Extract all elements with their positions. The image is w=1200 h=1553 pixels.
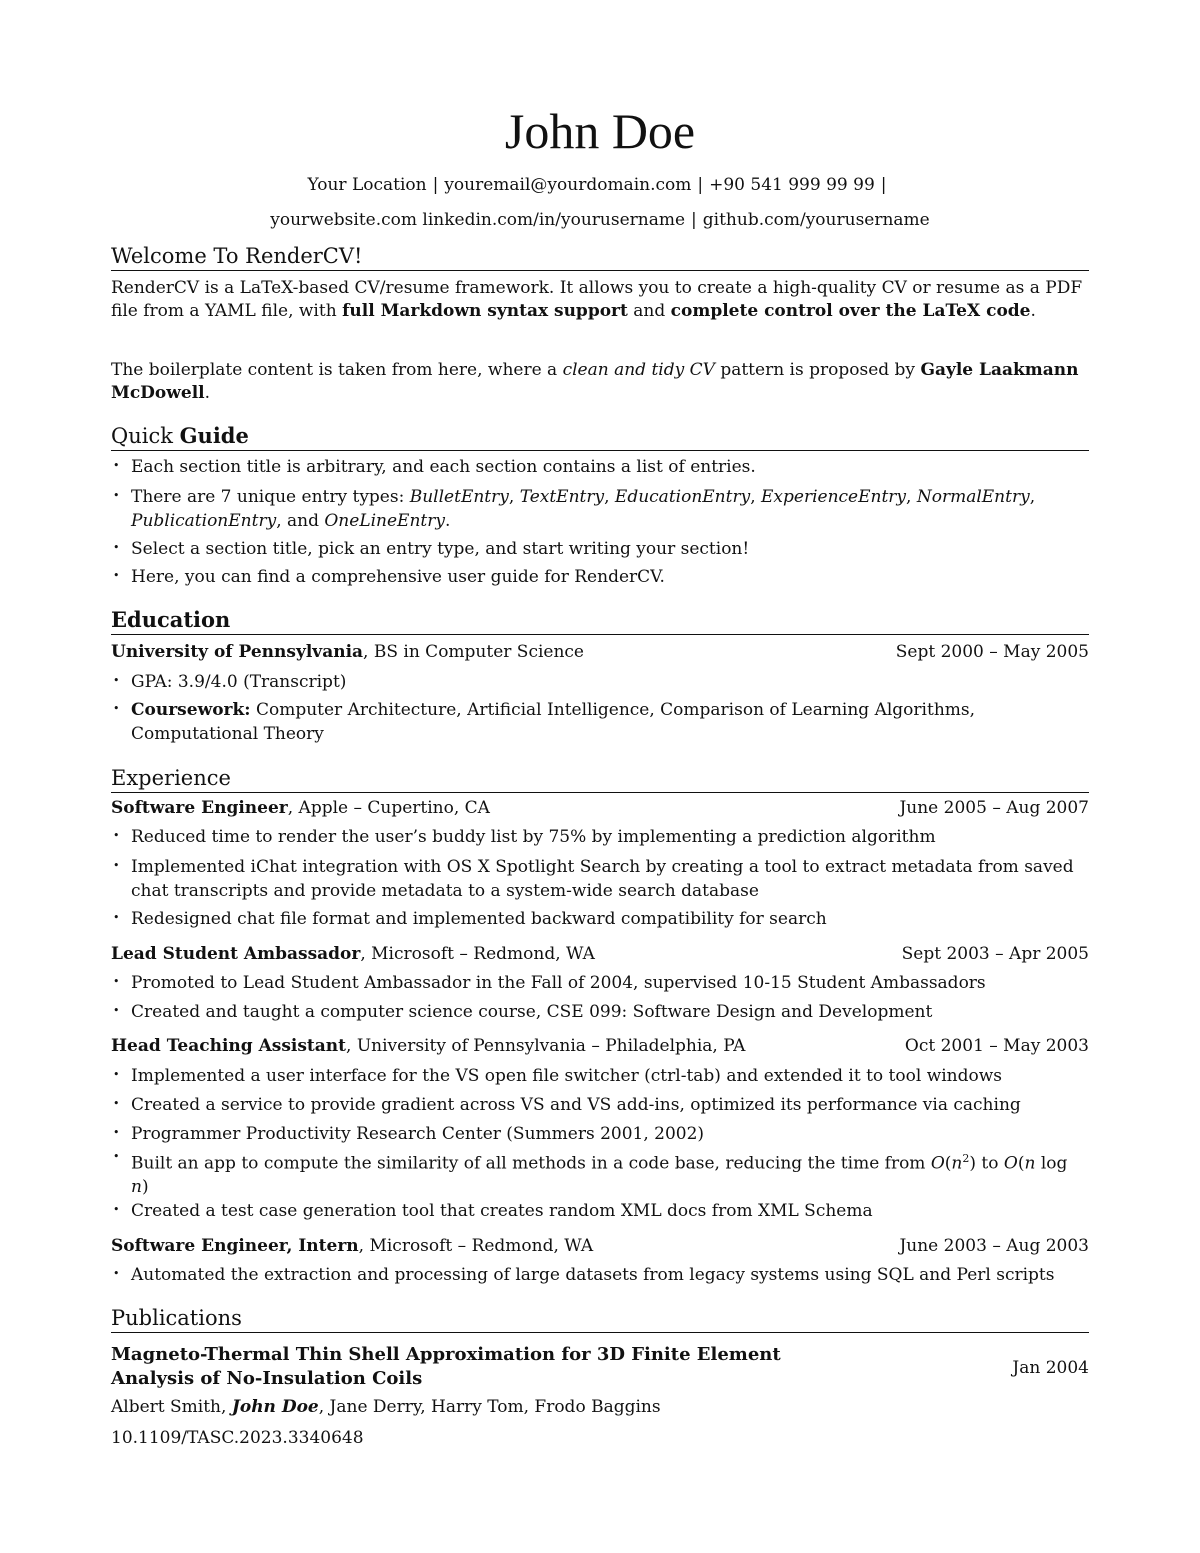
list-item: • Reduced time to render the user’s buddy list by 75% by implementing a prediction algorithm <box>111 826 1089 850</box>
experience-entry-header: Head Teaching Assistant, University of Pennsylvania – Philadelphia, PA Oct 2001 – May 2003 <box>111 1036 1089 1056</box>
list-item: • Built an app to compute the similarity of all methods in a code base, reducing the time from $O(n^2)$ to O(n log n) <box>111 1147 1089 1200</box>
section-title-publications: Publications <box>111 1304 1089 1333</box>
list-item: • Programmer Productivity Research Center (Summers 2001, 2002) <box>111 1123 1089 1147</box>
publication-title: Magneto-Thermal Thin Shell Approximation for 3D Finite Element Analysis of No-Insulation Coils <box>111 1344 781 1389</box>
list-item: • Select a section title, pick an entry type, and start writing your section! <box>111 538 1089 562</box>
experience-entry-header: Software Engineer, Apple – Cupertino, CA June 2005 – Aug 2007 <box>111 798 1089 818</box>
experience-entry-header: Lead Student Ambassador, Microsoft – Redmond, WA Sept 2003 – Apr 2005 <box>111 944 1089 964</box>
welcome-paragraph-1: RenderCV is a LaTeX-based CV/resume framework. It allows you to create a high-quality CV or resume as a PDF file from a YAML file, with full Markdown syntax support and complete control over the LaTeX code. <box>111 278 1083 321</box>
list-item: • Implemented iChat integration with OS X Spotlight Search by creating a tool to extract metadata from saved chat transcripts and provide metadata to a system-wide search database <box>111 856 1089 903</box>
education-date: Sept 2000 – May 2005 <box>895 642 1089 662</box>
list-item: • Promoted to Lead Student Ambassador in the Fall of 2004, supervised 10-15 Student Ambassadors <box>111 972 1089 996</box>
website-link[interactable]: yourwebsite.com <box>270 210 417 230</box>
section-title-quick-guide: Quick Guide <box>111 422 1089 451</box>
welcome-paragraph-2: The boilerplate content is taken from here, where a clean and tidy CV pattern is proposed by Gayle Laakmann McDowell. <box>111 360 1079 403</box>
education-entry-header: University of Pennsylvania, BS in Computer Science Sept 2000 – May 2005 <box>111 642 1089 662</box>
publication-authors: Albert Smith, John Doe, Jane Derry, Harry Tom, Frodo Baggins <box>111 1397 661 1417</box>
experience-entry-header: Software Engineer, Intern, Microsoft – Redmond, WA June 2003 – Aug 2003 <box>111 1236 1089 1256</box>
person-name: John Doe <box>504 103 696 159</box>
email-link[interactable]: youremail@yourdomain.com <box>444 175 692 195</box>
contact-line-1: Your Location | youremail@yourdomain.com | +90 541 999 99 99 | <box>307 175 887 195</box>
list-item: • There are 7 unique entry types: BulletEntry, TextEntry, EducationEntry, ExperienceEntry, NormalEntry, PublicationEntry, and OneLineEntry. <box>111 486 1089 533</box>
linkedin-link[interactable]: linkedin.com/in/yourusername <box>422 210 686 230</box>
contact-line-2: yourwebsite.com linkedin.com/in/yourusername | github.com/yourusername <box>270 210 930 230</box>
list-item: • Created and taught a computer science course, CSE 099: Software Design and Development <box>111 1001 1089 1025</box>
section-title-experience: Experience <box>111 764 1089 793</box>
list-item: • Automated the extraction and processing of large datasets from legacy systems using SQL and Perl scripts <box>111 1264 1089 1288</box>
section-title-welcome: Welcome To RenderCV! <box>111 242 1089 271</box>
section-title-education: Education <box>111 606 1089 635</box>
list-item: • Created a service to provide gradient across VS and VS add-ins, optimized its performance via caching <box>111 1094 1089 1118</box>
publication-doi-link[interactable]: 10.1109/TASC.2023.3340648 <box>111 1428 364 1448</box>
here-link: clean and tidy CV <box>562 360 715 380</box>
github-link[interactable]: github.com/yourusername <box>702 210 930 230</box>
list-item: • Redesigned chat file format and implemented backward compatibility for search <box>111 908 1089 932</box>
location: Your Location <box>307 175 427 195</box>
phone-link[interactable]: +90 541 999 99 99 <box>709 175 875 195</box>
publication-date: Jan 2004 <box>1012 1358 1089 1378</box>
list-item: • Created a test case generation tool that creates random XML docs from XML Schema <box>111 1200 1089 1224</box>
list-item: • GPA: 3.9/4.0 (Transcript) <box>111 671 1089 695</box>
list-item: • Here, you can find a comprehensive user guide for RenderCV. <box>111 566 1089 590</box>
list-item: • Implemented a user interface for the VS open file switcher (ctrl-tab) and extended it to tool windows <box>111 1065 1089 1089</box>
list-item: • Each section title is arbitrary, and each section contains a list of entries. <box>111 456 1089 480</box>
list-item: • Coursework: Computer Architecture, Artificial Intelligence, Comparison of Learning Algorithms, Computational Theory <box>111 699 1089 746</box>
